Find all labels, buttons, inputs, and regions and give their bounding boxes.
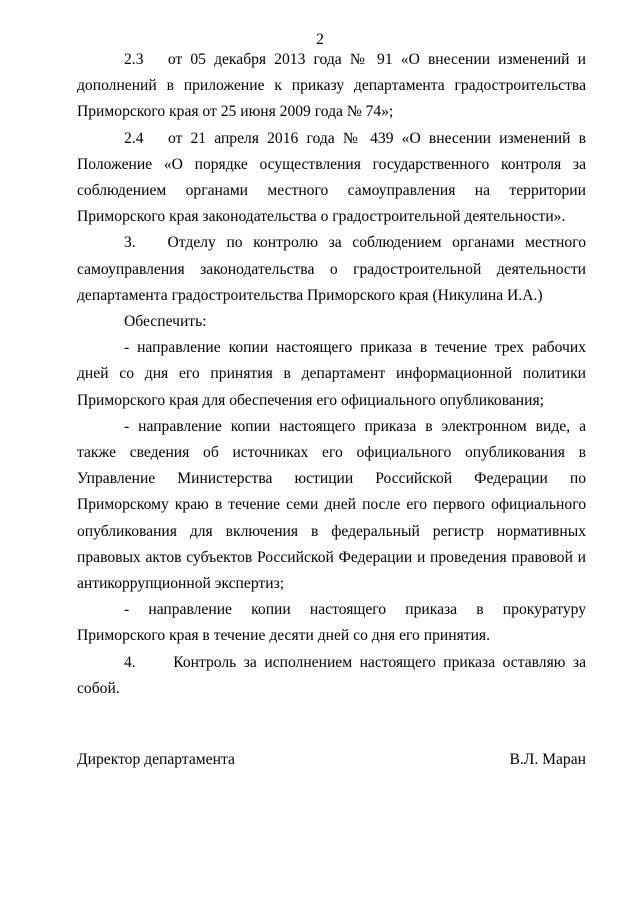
signature-block <box>77 749 586 771</box>
paragraph-2-4: 2.4 от 21 апреля 2016 года № 439 «О внесении изменений в Положение «О порядке осуществления государственного контроля за соблюдением органами местного самоуправления на территории Приморского края законодательства о градостроительной деятельности». <box>77 129 586 226</box>
signatory-position: Директор департамента <box>77 751 235 768</box>
paragraph-ensure: Обеспечить: <box>124 313 207 331</box>
paragraph-2-3: 2.3 от 05 декабря 2013 года № 91 «О внесении изменений и дополнений в приложение к приказу департамента градостроительства Приморского края от 25 июня 2009 года № 74»; <box>77 51 586 121</box>
paragraph-4: 4. Контроль за исполнением настоящего приказа оставляю за собой. <box>77 653 586 697</box>
paragraph-3-tail: департамента градостроительства Приморского края (Никулина И.А.) <box>77 286 543 304</box>
paragraph-3: 3. Отделу по контролю за соблюдением органами местного самоуправления законодательства о градостроительной деятельности <box>77 234 586 278</box>
page-number: 2 <box>316 31 324 48</box>
paragraph-item-prosecutor: - направление копии настоящего приказа в прокуратуру Приморского края в течение десяти дней со дня его принятия. <box>77 601 586 645</box>
document-body <box>77 47 586 702</box>
paragraph-item-ministry: - направление копии настоящего приказа в электронном виде, а также сведения об источниках его официального опубликования в Управление Министерства юстиции Российской Федерации по Приморскому краю в течение семи дней после его первого официального опубликования для включения в федеральный регистр нормативных правовых актов субъектов Российской Федерации и проведения правовой и антикоррупционной экспертиз; <box>77 417 586 593</box>
signatory-name: В.Л. Маран <box>509 751 586 768</box>
paragraph-item-publication: - направление копии настоящего приказа в течение трех рабочих дней со дня его принятия в департамент информационной политики Приморского края для обеспечения его официального опубликования; <box>77 339 586 409</box>
